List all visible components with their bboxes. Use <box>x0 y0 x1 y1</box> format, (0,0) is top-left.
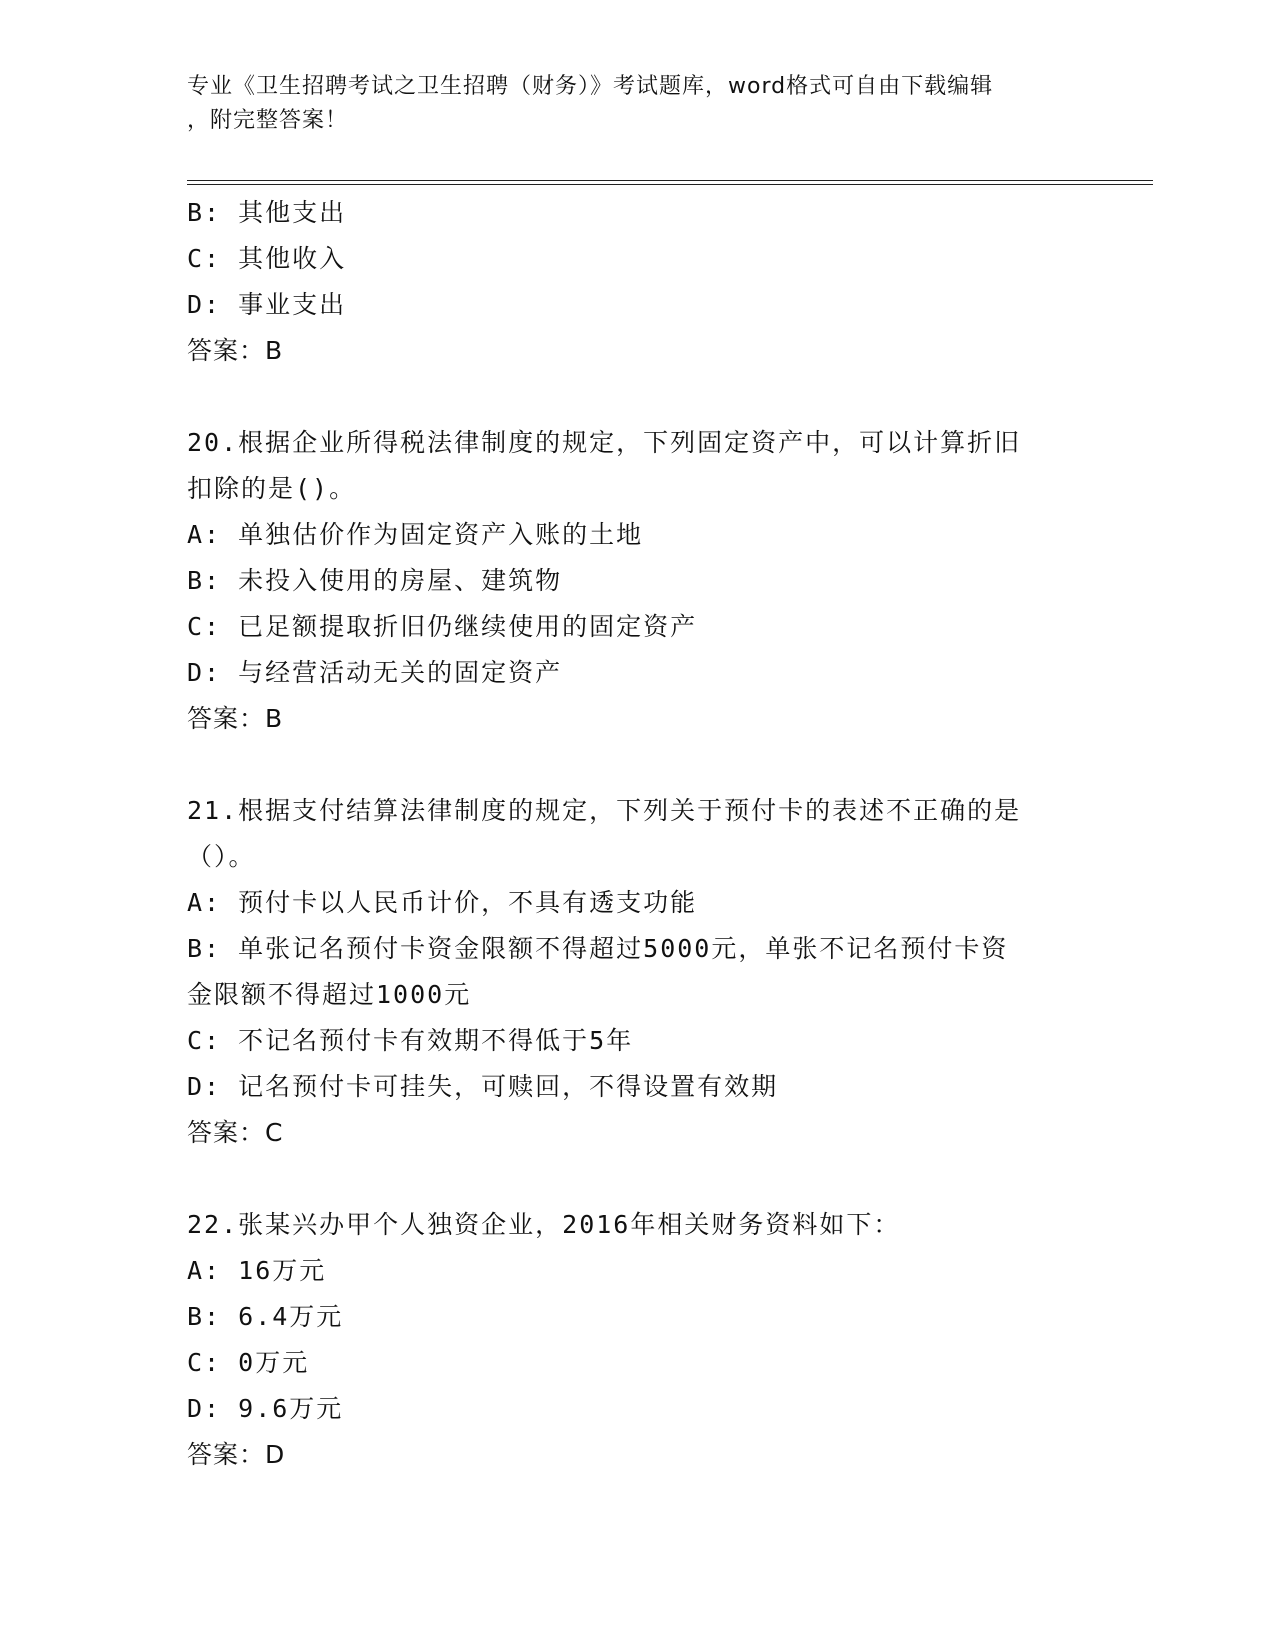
option-c: C: 不记名预付卡有效期不得低于5年 <box>187 1026 634 1055</box>
option-a: A: 单独估价作为固定资产入账的土地 <box>187 520 644 549</box>
option-d: D: 事业支出 <box>187 290 347 319</box>
option-b-continued: 金限额不得超过1000元 <box>187 980 472 1009</box>
question-stem-continued: （）。 <box>187 842 256 871</box>
question-stem: 22.张某兴办甲个人独资企业，2016年相关财务资料如下： <box>187 1210 901 1239</box>
answer: 答案：B <box>187 704 284 733</box>
question-stem: 21.根据支付结算法律制度的规定，下列关于预付卡的表述不正确的是 <box>187 796 1022 825</box>
question-19-tail <box>187 190 1087 374</box>
option-d: D: 记名预付卡可挂失，可赎回，不得设置有效期 <box>187 1072 779 1101</box>
document-header <box>187 70 1067 138</box>
answer: 答案：C <box>187 1118 284 1147</box>
header-line-2: ，附完整答案！ <box>187 108 349 133</box>
spacer <box>187 1156 1087 1202</box>
option-d: D: 与经营活动无关的固定资产 <box>187 658 563 687</box>
option-c: C: 已足额提取折旧仍继续使用的固定资产 <box>187 612 698 641</box>
answer: 答案：D <box>187 1440 286 1469</box>
question-22 <box>187 1202 1087 1478</box>
option-b: B: 单张记名预付卡资金限额不得超过5000元，单张不记名预付卡资 <box>187 934 1009 963</box>
option-c: C: 0万元 <box>187 1348 310 1377</box>
question-20 <box>187 420 1087 742</box>
option-a: A: 预付卡以人民币计价，不具有透支功能 <box>187 888 698 917</box>
option-c: C: 其他收入 <box>187 244 347 273</box>
question-list <box>187 190 1087 1478</box>
header-line-1: 专业《卫生招聘考试之卫生招聘（财务）》考试题库，word格式可自由下载编辑 <box>187 74 994 99</box>
spacer <box>187 742 1087 788</box>
question-21 <box>187 788 1087 1156</box>
header-divider-bottom <box>187 184 1153 185</box>
question-stem-continued: 扣除的是()。 <box>187 474 357 503</box>
header-divider-top <box>187 180 1153 181</box>
option-b: B: 6.4万元 <box>187 1302 344 1331</box>
option-d: D: 9.6万元 <box>187 1394 344 1423</box>
answer: 答案：B <box>187 336 284 365</box>
option-b: B: 未投入使用的房屋、建筑物 <box>187 566 563 595</box>
option-a: A: 16万元 <box>187 1256 327 1285</box>
question-stem: 20.根据企业所得税法律制度的规定，下列固定资产中，可以计算折旧 <box>187 428 1022 457</box>
option-b: B: 其他支出 <box>187 198 347 227</box>
spacer <box>187 374 1087 420</box>
